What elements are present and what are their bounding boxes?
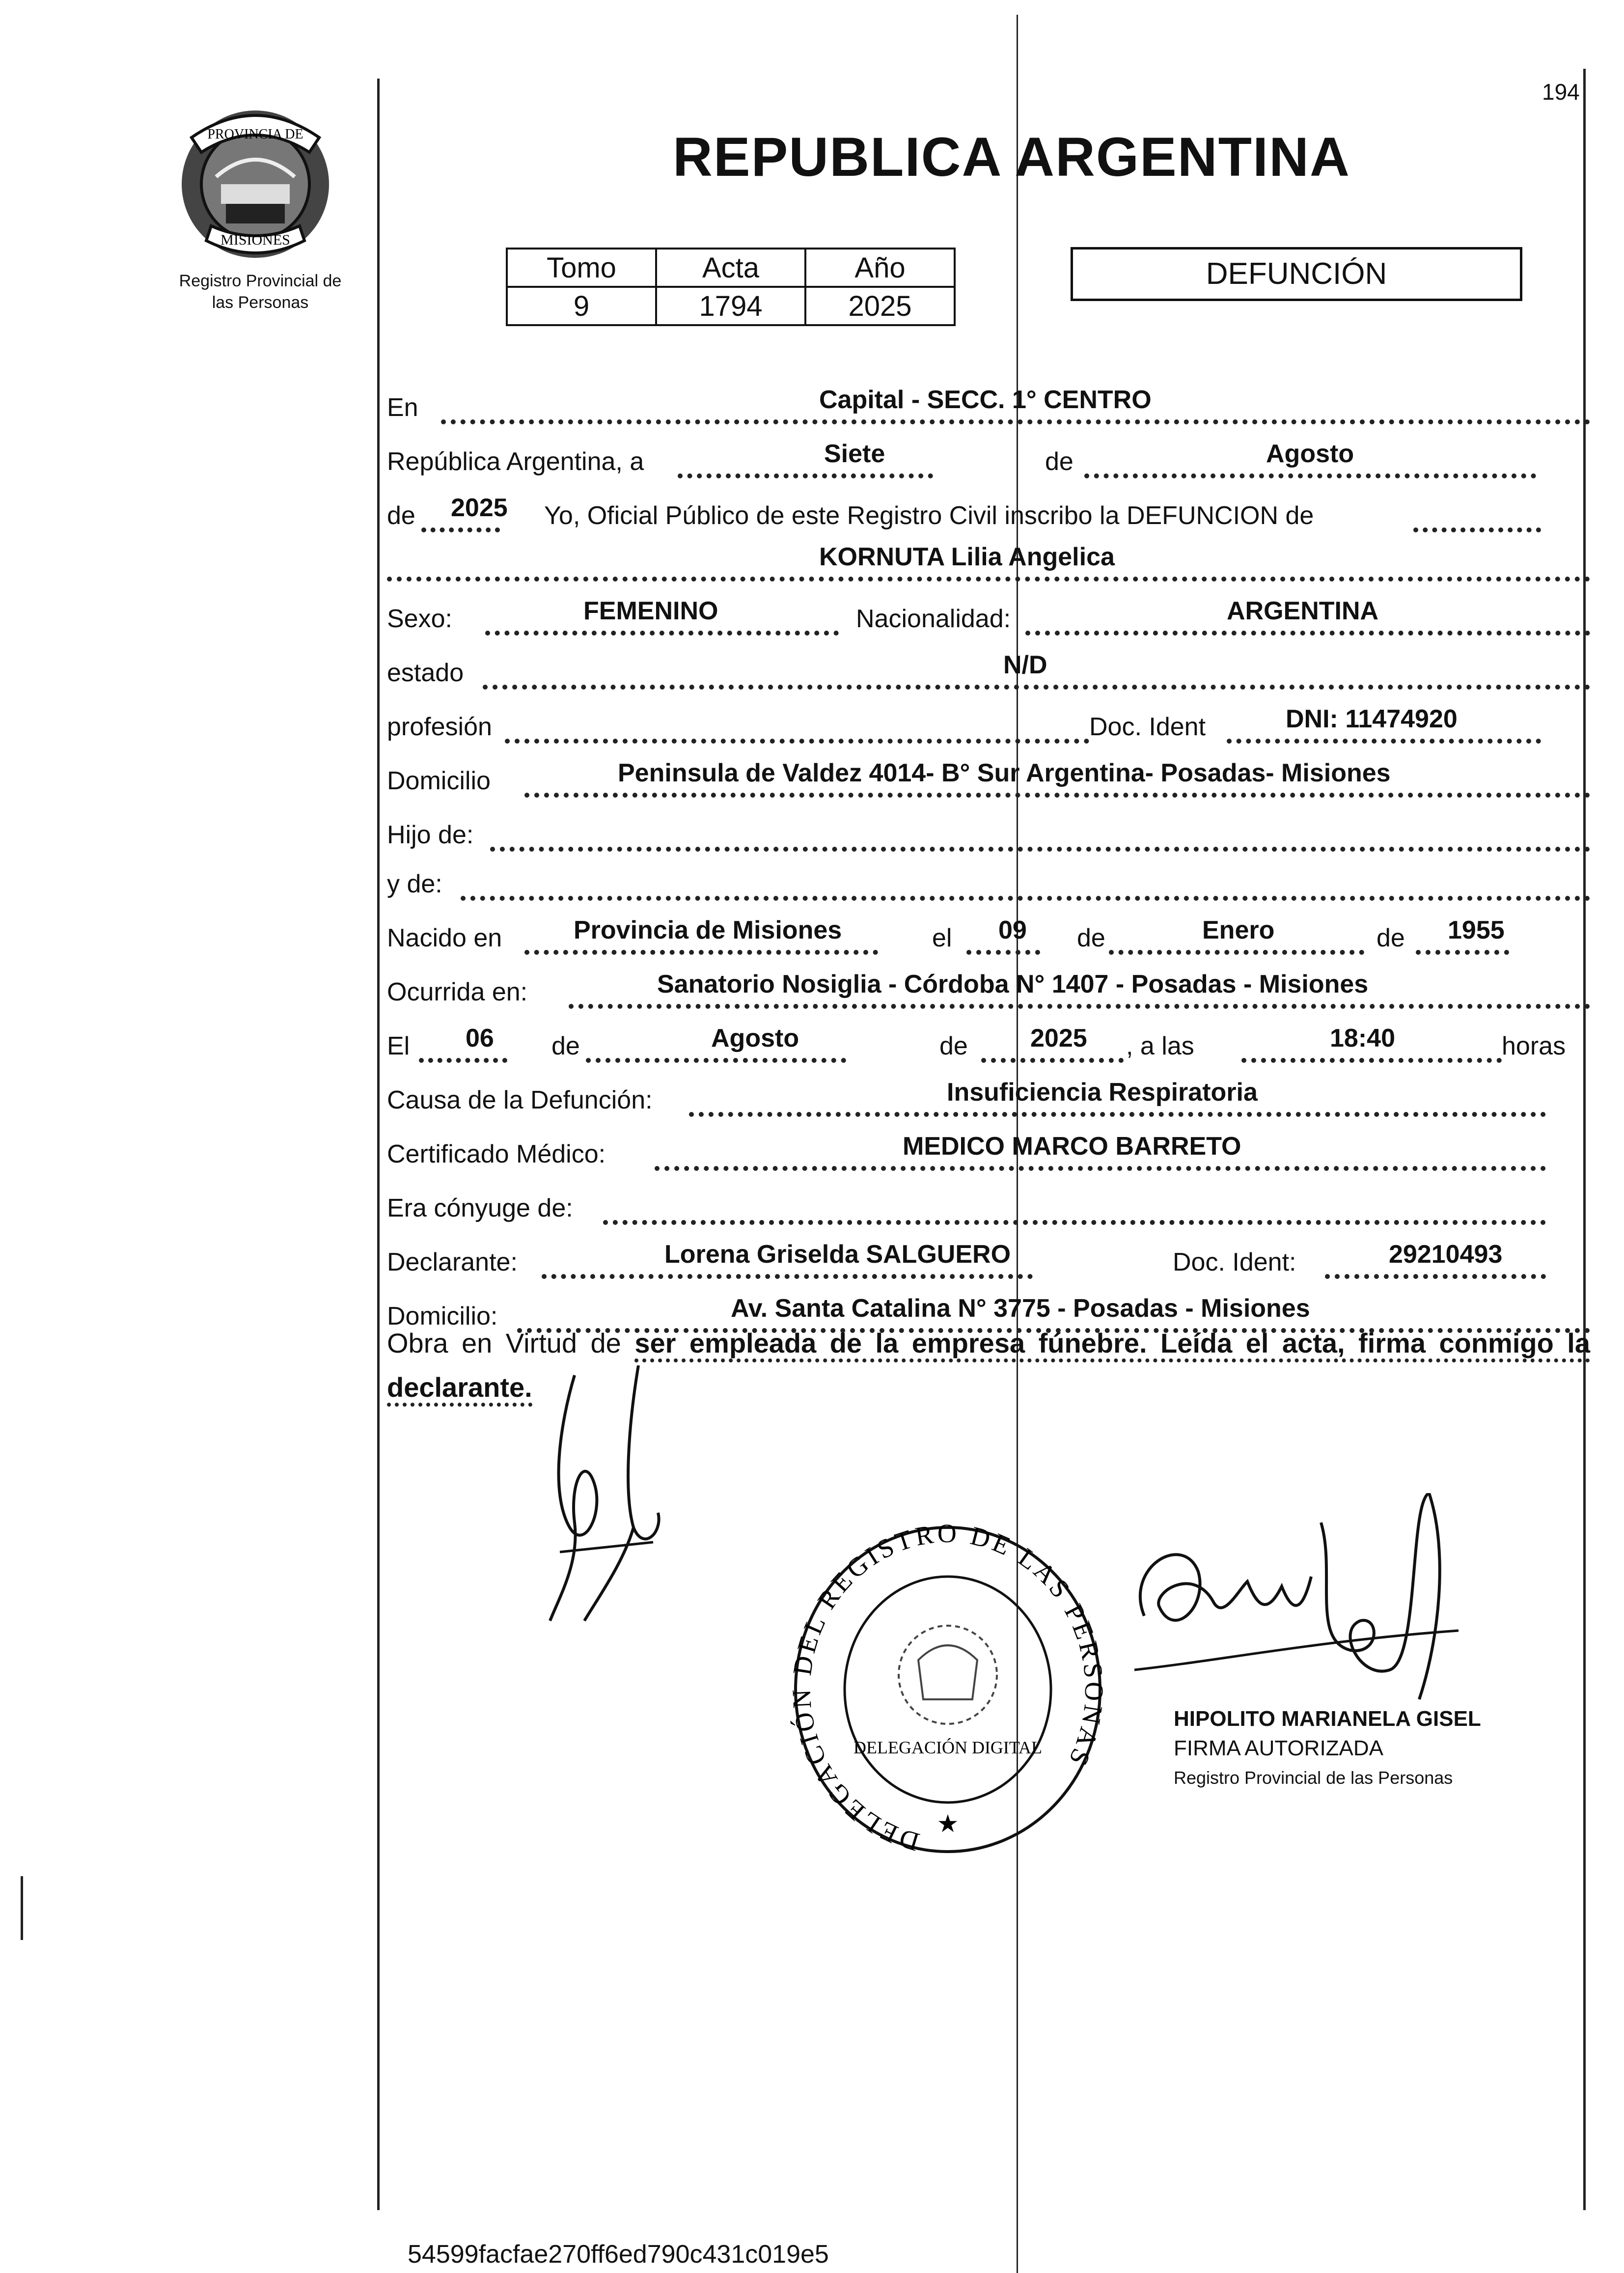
death-de2-label: de	[939, 1032, 968, 1060]
certificado-value: MEDICO MARCO BARRETO	[903, 1132, 1241, 1161]
death-de1-label: de	[551, 1032, 580, 1060]
name-value: KORNUTA Lilia Angelica	[819, 543, 1115, 571]
conyuge-dotted-line	[603, 1220, 1546, 1225]
hijo-dotted-line	[490, 847, 1590, 852]
death-year-dotted-line	[981, 1058, 1124, 1063]
birth-month-dotted-line	[1109, 950, 1364, 955]
misiones-coat-of-arms-logo	[162, 98, 349, 265]
declarante-label: Declarante:	[387, 1248, 518, 1276]
nacido-dotted-line	[524, 950, 878, 955]
estado-label: estado	[387, 659, 464, 687]
estado-value: N/D	[1003, 651, 1047, 679]
nacionalidad-value: ARGENTINA	[1227, 597, 1379, 625]
document-hash: 54599facfae270ff6ed790c431c019e5	[408, 2240, 829, 2269]
row-certificado	[387, 1125, 1590, 1174]
estado-dotted-line	[483, 685, 1590, 690]
horas-label: horas	[1502, 1032, 1566, 1060]
row-en	[387, 378, 1590, 427]
year-dotted-line	[421, 527, 500, 532]
authorized-signature	[1125, 1493, 1468, 1719]
page-number: 194	[1542, 79, 1580, 105]
nacionalidad-label: Nacionalidad:	[856, 605, 1011, 633]
row-year	[387, 486, 1590, 535]
birth-de2-label: de	[1376, 924, 1405, 952]
stamp-star-icon: ★	[936, 1810, 959, 1837]
sexo-dotted-line	[485, 631, 839, 636]
declarante-value: Lorena Griselda SALGUERO	[664, 1240, 1011, 1269]
nacido-label: Nacido en	[387, 924, 502, 952]
stamp-inner-text: DELEGACIÓN DIGITAL	[853, 1738, 1043, 1757]
birth-month: Enero	[1202, 916, 1275, 944]
domicilio-label: Domicilio	[387, 767, 491, 795]
registry-caption	[147, 270, 373, 313]
row-estado	[387, 643, 1590, 693]
year-value: 2025	[451, 494, 508, 522]
el2-label: El	[387, 1032, 410, 1060]
record-type-box: DEFUNCIÓN	[1071, 247, 1522, 301]
acta-value: 1794	[656, 287, 805, 325]
page-title: REPUBLICA ARGENTINA	[673, 126, 1350, 188]
causa-value: Insuficiencia Respiratoria	[947, 1078, 1258, 1107]
declarant-signature	[530, 1365, 678, 1640]
domicilio-dotted-line	[524, 793, 1590, 798]
declarante-dotted-line	[542, 1274, 1033, 1279]
death-year: 2025	[1030, 1024, 1087, 1053]
authorization-block	[1174, 1704, 1517, 1793]
death-day-dotted-line	[419, 1058, 507, 1063]
month-dotted-line	[1084, 473, 1536, 478]
certificado-dotted-line	[655, 1166, 1546, 1171]
yo-dotted-line	[1413, 527, 1541, 532]
ocurrida-label: Ocurrida en:	[387, 978, 528, 1006]
yde-dotted-line	[461, 896, 1590, 901]
death-day: 06	[466, 1024, 494, 1053]
birth-year-dotted-line	[1416, 950, 1509, 955]
death-time: 18:40	[1330, 1024, 1395, 1053]
row-date	[387, 432, 1590, 481]
decl-doc-value: 29210493	[1389, 1240, 1503, 1269]
obra-value: ser empleada de la empresa fúnebre. Leída el acta, firma conmigo la declarante.	[387, 1328, 1590, 1407]
nacionalidad-dotted-line	[1025, 631, 1590, 636]
row-causa	[387, 1071, 1590, 1120]
profesion-label: profesión	[387, 713, 492, 741]
left-margin-line	[377, 79, 380, 2210]
doc-dotted-line	[1227, 739, 1541, 744]
ocurrida-dotted-line	[569, 1004, 1590, 1009]
doc-value: DNI: 11474920	[1286, 705, 1458, 733]
registry-caption-line-2: las Personas	[212, 293, 309, 312]
month-value: Agosto	[1266, 440, 1354, 468]
row-nacido	[387, 909, 1590, 958]
row-sex-nationality	[387, 589, 1590, 638]
row-yde	[387, 855, 1590, 904]
decl-doc-dotted-line	[1325, 1274, 1546, 1279]
en-label: En	[387, 393, 418, 422]
certificado-label: Certificado Médico:	[387, 1140, 606, 1168]
hijo-label: Hijo de:	[387, 821, 474, 849]
official-stamp	[776, 1513, 1120, 1886]
death-month: Agosto	[711, 1024, 799, 1053]
registry-caption-line-1: Registro Provincial de	[179, 272, 342, 290]
birth-year: 1955	[1448, 916, 1505, 944]
row-death-date	[387, 1017, 1590, 1066]
ocurrida-value: Sanatorio Nosiglia - Córdoba N° 1407 - Posadas - Misiones	[657, 970, 1369, 998]
sexo-value: FEMENINO	[583, 597, 718, 625]
alas-label: , a las	[1126, 1032, 1194, 1060]
tomo-header: Tomo	[507, 249, 656, 287]
row-conyuge	[387, 1179, 1590, 1228]
record-reference-table	[506, 248, 956, 326]
svg-text:DELEGACIÓN DEL REGISTRO DE LAS	[786, 1519, 1109, 1857]
republica-label: República Argentina, a	[387, 447, 644, 476]
scan-edge-mark	[21, 1876, 23, 1940]
causa-dotted-line	[689, 1112, 1546, 1117]
de-label: de	[1045, 447, 1073, 476]
domicilio-value: Peninsula de Valdez 4014- B° Sur Argentina- Posadas- Misiones	[618, 759, 1391, 787]
de2-label: de	[387, 501, 415, 530]
authorized-office: Registro Provincial de las Personas	[1174, 1768, 1453, 1788]
profesion-dotted-line	[505, 739, 1089, 744]
sexo-label: Sexo:	[387, 605, 452, 633]
tomo-value: 9	[507, 287, 656, 325]
decl-domicilio-value: Av. Santa Catalina N° 3775 - Posadas - Misiones	[731, 1294, 1310, 1323]
birth-day: 09	[998, 916, 1027, 944]
yde-label: y de:	[387, 870, 442, 898]
death-time-dotted-line	[1241, 1058, 1502, 1063]
row-profesion	[387, 697, 1590, 747]
authorized-role: FIRMA AUTORIZADA	[1174, 1736, 1384, 1760]
nacido-value: Provincia de Misiones	[574, 916, 842, 944]
logo-bottom-text: MISIONES	[220, 232, 290, 248]
birth-day-dotted-line	[966, 950, 1040, 955]
death-month-dotted-line	[586, 1058, 846, 1063]
ano-header: Año	[805, 249, 955, 287]
row-hijo	[387, 805, 1590, 855]
birth-de1-label: de	[1077, 924, 1105, 952]
doc-label: Doc. Ident	[1089, 713, 1206, 741]
row-domicilio	[387, 751, 1590, 801]
en-dotted-line	[441, 419, 1590, 424]
day-dotted-line	[678, 473, 933, 478]
decl-domicilio-label: Domicilio:	[387, 1302, 498, 1331]
acta-header: Acta	[656, 249, 805, 287]
decl-doc-label: Doc. Ident:	[1173, 1248, 1296, 1276]
el-label: el	[932, 924, 952, 952]
row-name	[387, 535, 1590, 584]
causa-label: Causa de la Defunción:	[387, 1086, 653, 1114]
name-dotted-line	[387, 577, 1590, 582]
en-value: Capital - SECC. 1° CENTRO	[819, 386, 1152, 414]
stamp-ring-text: DELEGACIÓN DEL REGISTRO DE LAS PERSONAS	[786, 1518, 1109, 1857]
obra-prefix: Obra en Virtud de	[387, 1328, 621, 1358]
row-declarante	[387, 1233, 1590, 1282]
row-ocurrida	[387, 963, 1590, 1012]
yo-text: Yo, Oficial Público de este Registro Civil inscribo la DEFUNCION de	[544, 501, 1314, 530]
conyuge-label: Era cónyuge de:	[387, 1194, 573, 1222]
authorized-name: HIPOLITO MARIANELA GISEL	[1174, 1707, 1481, 1731]
logo-top-text: PROVINCIA DE	[207, 127, 303, 142]
ano-value: 2025	[805, 287, 955, 325]
day-value: Siete	[824, 440, 885, 468]
